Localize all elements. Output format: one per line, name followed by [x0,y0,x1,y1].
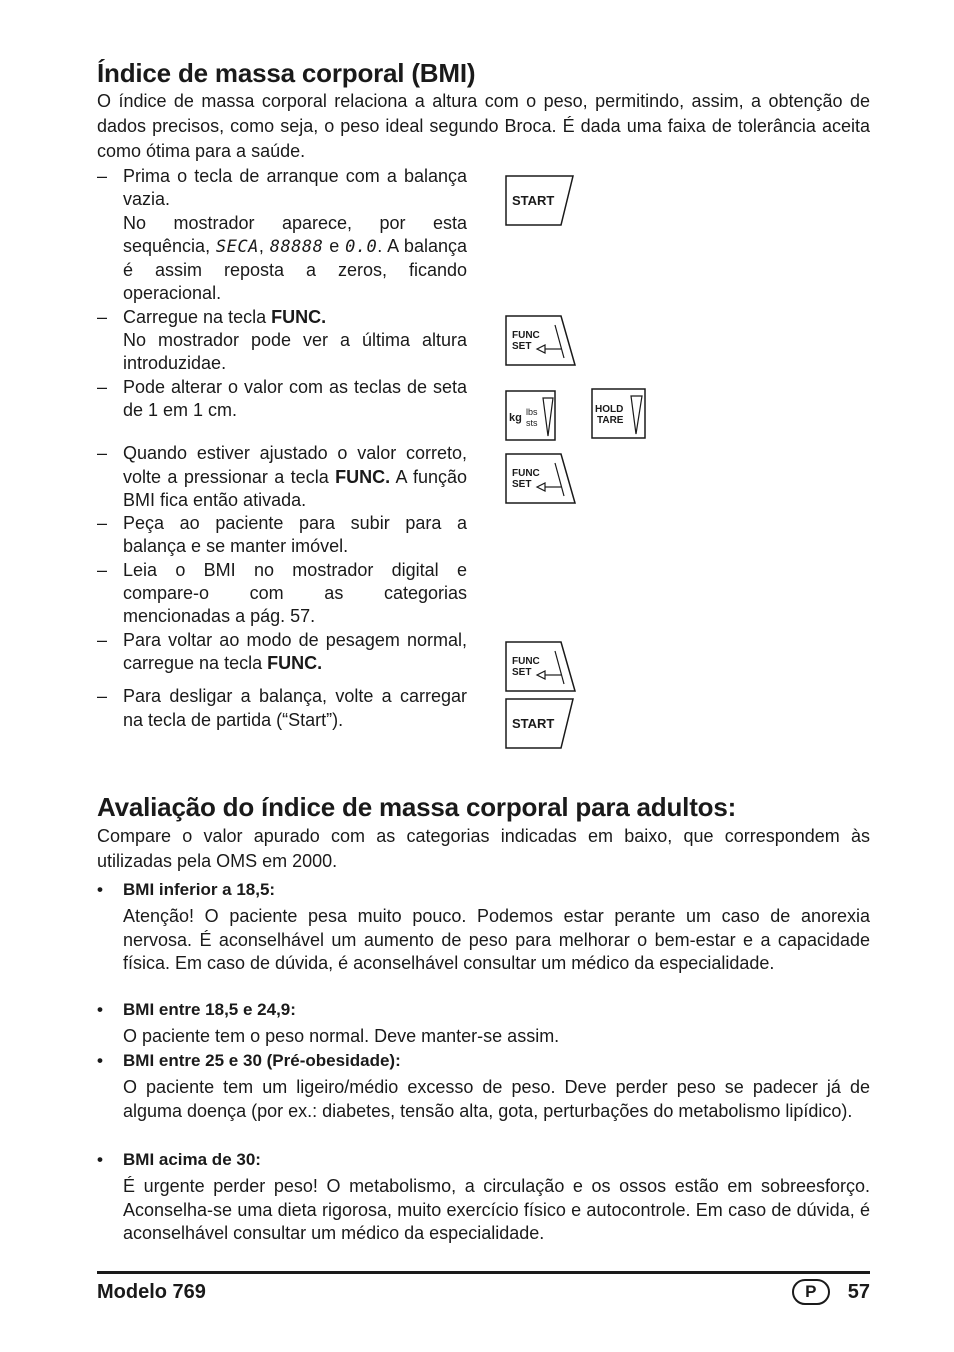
bmi-category-normal: • BMI entre 18,5 e 24,9: O paciente tem o peso normal. Deve manter-se assim. [97,998,870,1049]
bmi-category-underweight: • BMI inferior a 18,5: Atenção! O paciente pesa muito pouco. Podemos estar perante um caso de anorexia nervosa. É aconselhável um aumento de peso para melhorar o bem-estar e a capacidade física. Em caso de dúvida, é aconselhável consultar um médico da especialidade. [97,878,870,975]
start-key-icon [505,175,575,227]
step-text: No mostrador pode ver a última altura introduzidae. [123,330,467,374]
manual-page [97,0,870,1352]
step-text: Leia o BMI no mostrador digital e compare-o com as categorias mencionadas a pág. 57. [123,559,467,627]
svg-text:lbs: lbs [526,407,538,417]
svg-text:SET: SET [512,341,532,352]
instruction-steps [97,165,467,732]
svg-text:kg: kg [509,412,522,424]
step-return-weighing: – Para voltar ao modo de pesagem normal, carregue na tecla FUNC. [97,629,467,676]
category-text: O paciente tem um ligeiro/médio excesso de peso. Deve perder peso se padecer já de alguma doença (por ex.: diabetes, tensão alta, gota, perturbações do metabolismo lipídico). [123,1077,870,1121]
func-set-key-icon [505,641,577,693]
svg-text:START: START [512,193,555,208]
lcd-zero: 0.0 [345,236,378,257]
step-switch-off: – Para desligar a balança, volte a carregar na tecla de partida (“Start”). [97,685,467,732]
lcd-88888: 88888 [269,236,324,257]
category-text: Atenção! O paciente pesa muito pouco. Podemos estar perante um caso de anorexia nervosa. É aconselhável um aumento de peso para melhorar o bem-estar e a capacidade física. Em caso de dúvida, é aconselhável consultar um médico da especialidade. [123,906,870,973]
step-text: Para voltar ao modo de pesagem normal, carregue na tecla FUNC. [123,629,467,673]
section-intro-evaluation: Compare o valor apurado com as categorias indicadas em baixo, que correspondem às utilizadas pela OMS em 2000. [97,826,870,871]
unit-down-arrow-key-icon [505,390,559,442]
func-set-key-icon [505,453,577,505]
section-intro-bmi: O índice de massa corporal relaciona a altura com o peso, permitindo, assim, a obtenção de dados precisos, como seja, o peso ideal segundo Broca. É dada uma faixa de tolerância aceita como ótima para a saúde. [97,91,870,161]
bmi-category-obesity: • BMI acima de 30: É urgente perder peso! O metabolismo, a circulação e os ossos estão em sobreesforço. Aconselha-se uma dieta rigorosa, muito exercício físico e autocontrole. Em caso de dúvida, é aconselhável consultar um médico da especialidade. [97,1148,870,1245]
step-press-func: – Carregue na tecla FUNC. No mostrador pode ver a última altura introduzidae. [97,306,467,376]
page-number: 57 [847,1280,870,1303]
section-title-bmi-evaluation: Avaliação do índice de massa corporal para adultos: [97,792,737,822]
step-patient-steps-on: – Peça ao paciente para subir para a balança e se manter imóvel. [97,512,467,559]
svg-text:sts: sts [526,418,538,428]
func-set-key-icon [505,315,577,367]
svg-text:FUNC: FUNC [512,330,540,341]
bmi-category-preobesity: • BMI entre 25 e 30 (Pré-obesidade): O paciente tem um ligeiro/médio excesso de peso. Deve perder peso se padecer já de alguma doença (por ex.: diabetes, tensão alta, gota, perturbações do metabolismo lipídico). [97,1049,870,1123]
step-text: Carregue na tecla FUNC. [123,306,327,327]
footer-page-info [792,1279,870,1305]
language-badge: P [792,1279,830,1305]
step-text: Quando estiver ajustado o valor correto, volte a pressionar a tecla FUNC. A função BMI fica então ativada. [123,443,468,510]
category-label: BMI entre 18,5 e 24,9: [123,1000,296,1019]
hold-tare-up-arrow-key-icon [591,388,647,440]
step-dash: – [97,166,108,186]
step-text: Para desligar a balança, volte a carregar na tecla de partida (“Start”). [123,686,467,730]
step-confirm-func: – Quando estiver ajustado o valor correto, volte a pressionar a tecla FUNC. A função BMI fica então ativada. [97,442,467,512]
step-text: Prima o tecla de arranque com a balança vazia. [123,166,467,210]
step-display-sequence: No mostrador aparece, por esta sequência, SECA, 88888 e 0.0. A balança é assim reposta a zeros, ficando operacional. [123,212,467,304]
step-read-bmi: – Leia o BMI no mostrador digital e compare-o com as categorias mencionadas a pág. 57. [97,559,467,629]
svg-text:SET: SET [512,479,532,490]
category-label: BMI acima de 30: [123,1150,261,1169]
step-start-scale [97,165,467,306]
category-label: BMI entre 25 e 30 (Pré-obesidade): [123,1051,401,1070]
footer-divider [97,1271,870,1274]
category-text: É urgente perder peso! O metabolismo, a circulação e os ossos estão em sobreesforço. Aconselha-se uma dieta rigorosa, muito exercício físico e autocontrole. Em caso de dúvida, é aconselhável consultar um médico da especialidade. [123,1176,870,1243]
step-text: Peça ao paciente para subir para a balança e se manter imóvel. [123,513,467,557]
category-label: BMI inferior a 18,5: [123,880,276,899]
lcd-seca: SECA [215,236,259,257]
step-text: Pode alterar o valor com as teclas de seta de 1 em 1 cm. [123,376,467,420]
svg-text:SET: SET [512,667,532,678]
svg-text:TARE: TARE [597,415,624,426]
step-arrow-keys: – Pode alterar o valor com as teclas de seta de 1 em 1 cm. [97,376,467,423]
svg-text:FUNC: FUNC [512,468,540,479]
section-title-bmi: Índice de massa corporal (BMI) [97,58,476,88]
svg-text:START: START [512,716,555,731]
svg-text:HOLD: HOLD [595,404,624,415]
svg-text:FUNC: FUNC [512,656,540,667]
footer-model: Modelo 769 [97,1281,206,1303]
category-text: O paciente tem o peso normal. Deve manter-se assim. [123,1026,560,1047]
start-key-icon [505,698,575,750]
